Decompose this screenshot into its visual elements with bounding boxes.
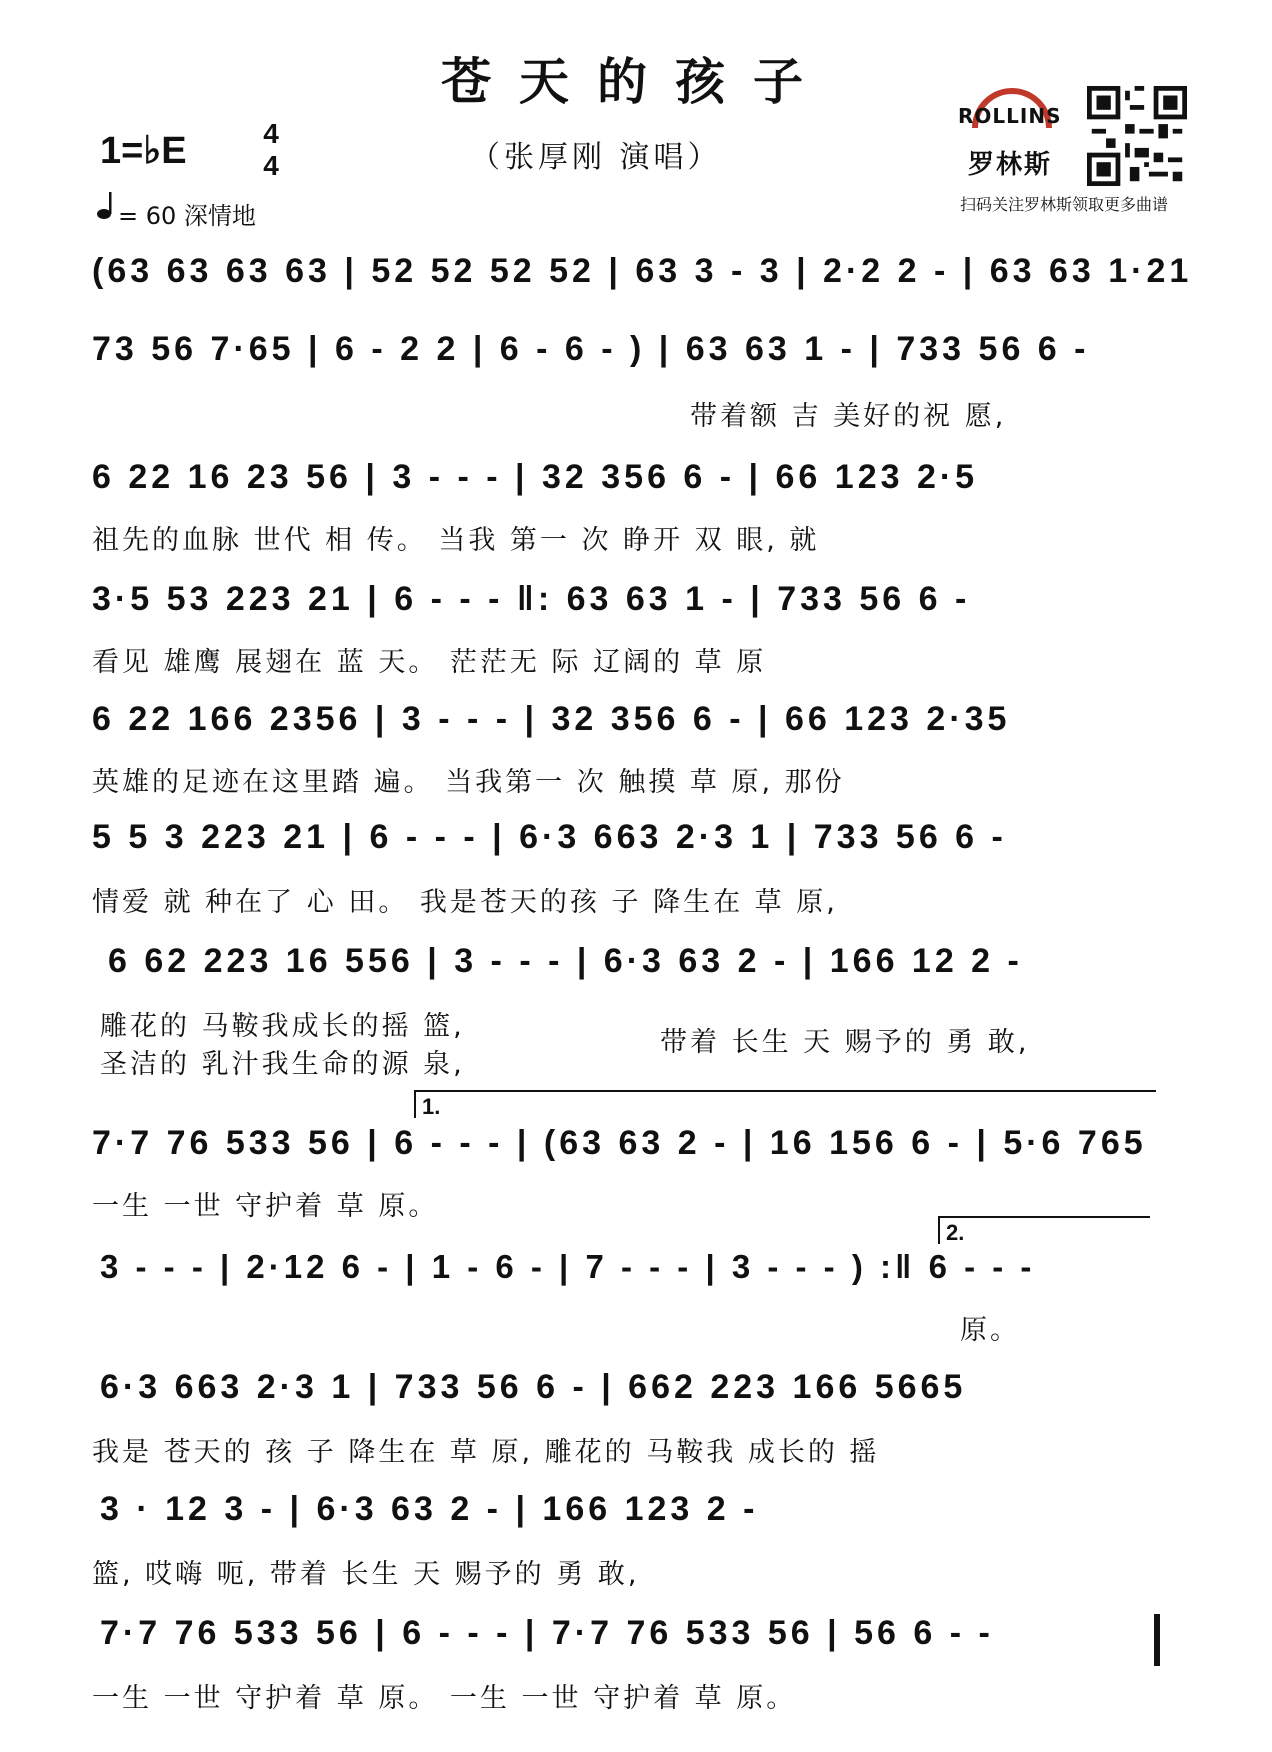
key-signature: 1=♭E: [100, 130, 187, 172]
first-ending-bracket: [414, 1090, 1156, 1118]
final-barline: [1154, 1614, 1160, 1666]
lyric-line-5: 英雄的足迹在这里踏 遍。 当我第一 次 触摸 草 原, 那份: [92, 767, 845, 798]
qr-code-icon[interactable]: [1084, 86, 1190, 186]
lyric-line-9: 原。: [960, 1315, 1020, 1346]
lyric-line-6: 情爱 就 种在了 心 田。 我是苍天的孩 子 降生在 草 原,: [92, 887, 838, 918]
lyric-line-2: 带着额 吉 美好的祝 愿,: [690, 401, 1007, 432]
lyric-line-8: 一生 一世 守护着 草 原。: [92, 1191, 439, 1222]
lyric-line-12: 一生 一世 守护着 草 原。 一生 一世 守护着 草 原。: [92, 1683, 797, 1714]
notation-line-5: 6 22 166 2356 | 3 - - - | 32 356 6 - | 66 123 2·35: [92, 700, 1011, 738]
meter-top: 4: [263, 118, 279, 149]
lyric-line-11: 篮, 哎嗨 呃, 带着 长生 天 赐予的 勇 敢,: [92, 1559, 640, 1590]
singer-credit: （张厚刚 演唱）: [470, 140, 722, 175]
song-title: 苍天的孩子: [441, 52, 831, 111]
verse-2-lyric: 圣洁的 乳汁我生命的源 泉,: [100, 1049, 465, 1080]
second-ending-bracket: [938, 1216, 1150, 1244]
notation-line-11: 3 · 12 3 - | 6·3 63 2 - | 166 123 2 -: [100, 1490, 759, 1528]
qr-caption: 扫码关注罗林斯领取更多曲谱: [960, 195, 1169, 214]
notation-line-3: 6 22 16 23 56 | 3 - - - | 32 356 6 - | 66 123 2·5: [92, 458, 979, 496]
notation-line-12: 7·7 76 533 56 | 6 - - - | 7·7 76 533 56 | 56 6 - -: [100, 1614, 994, 1652]
verse-1-lyric: 雕花的 马鞍我成长的摇 篮,: [100, 1011, 465, 1042]
second-ending-label: 2.: [946, 1220, 965, 1245]
notation-line-4: 3·5 53 223 21 | 6 - - - ‖: 63 63 1 - | 733 56 6 -: [92, 580, 971, 618]
lyric-line-3: 祖先的血脉 世代 相 传。 当我 第一 次 睁开 双 眼, 就: [92, 525, 820, 556]
lyric-line-7: 带着 长生 天 赐予的 勇 敢,: [660, 1027, 1030, 1058]
quarter-note-icon: [96, 190, 116, 220]
notation-line-9: 3 - - - | 2·12 6 - | 1 - 6 - | 7 - - - | 3 - - - ) :‖ 6 - - -: [100, 1248, 1036, 1285]
meter-bottom: 4: [263, 150, 279, 181]
notation-line-7: 6 62 223 16 556 | 3 - - - | 6·3 63 2 - | 166 12 2 -: [108, 942, 1023, 980]
notation-line-2: 73 56 7·65 | 6 - 2 2 | 6 - 6 - ) | 63 63 1 - | 733 56 6 -: [92, 330, 1090, 368]
time-signature: [256, 118, 286, 182]
brand-name: 罗林斯: [968, 150, 1053, 180]
notation-line-6: 5 5 3 223 21 | 6 - - - | 6·3 663 2·3 1 | 733 56 6 -: [92, 818, 1007, 856]
lyric-line-10: 我是 苍天的 孩 子 降生在 草 原, 雕花的 马鞍我 成长的 摇: [92, 1437, 880, 1468]
notation-line-10: 6·3 663 2·3 1 | 733 56 6 - | 662 223 166 5665: [100, 1368, 967, 1406]
notation-line-1: (63 63 63 63 | 52 52 52 52 | 63 3 - 3 | 2·2 2 - | 63 63 1·21: [92, 252, 1193, 290]
lyric-line-4: 看见 雄鹰 展翅在 蓝 天。 茫茫无 际 辽阔的 草 原: [92, 647, 767, 678]
brand-logo: ROLLINS: [958, 104, 1062, 128]
notation-line-8: 7·7 76 533 56 | 6 - - - | (63 63 2 - | 16 156 6 - | 5·6 765: [92, 1124, 1147, 1162]
first-ending-label: 1.: [422, 1094, 441, 1119]
tempo-marking: = 60 深情地: [118, 202, 256, 230]
